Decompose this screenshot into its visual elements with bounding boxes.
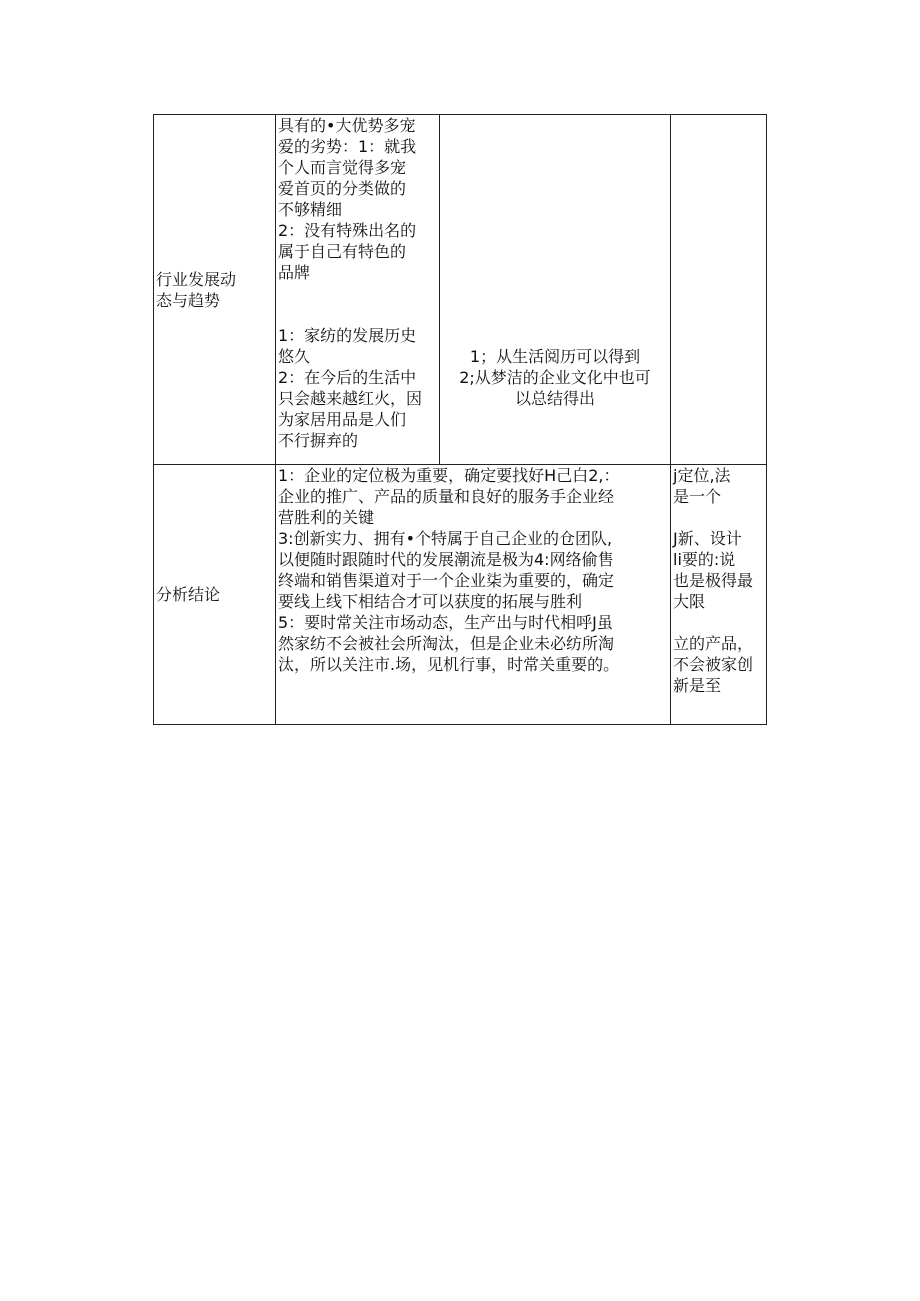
text-line: 企业的推广、产品的质量和良好的服务手企业经 [278,487,615,506]
text-line: 2：在今后的生活中 [278,368,417,387]
text-line: 也是极得最 [673,571,754,590]
text-line: 具有的•大优势多宠 [278,116,416,135]
industry-trend-source [440,115,671,465]
text-line: li要的:说 [673,550,736,569]
text-line: 2;从梦洁的企业文化中也可 [459,368,651,387]
industry-trend-extra [671,115,767,465]
text-line: 只会越来越红火，因 [278,389,423,408]
text-line: 悠久 [278,347,311,366]
conclusion-content [276,465,671,725]
analysis-table [153,114,767,725]
table-row-conclusion [154,465,767,725]
text-line: 1：企业的定位极为重要，确定要找好H己白2,： [278,466,620,485]
text-line: 爱的劣势：1：就我 [278,137,417,156]
text-line: 以便随时跟随时代的发展潮流是极为4:网络偷售 [278,550,614,569]
text-line: 以总结得出 [514,389,595,408]
spacer [673,507,764,528]
spacer [442,115,668,346]
text-line: 为家居用品是人们 [278,410,407,429]
text-line: J新、设计 [673,529,742,548]
text-line: 不行摒弃的 [278,431,359,450]
text-line: 3:创新实力、拥有•个特属于自己企业的仓团队, [278,529,613,548]
text-line: 1：家纺的发展历史 [278,326,417,345]
table-row-industry-trend [154,115,767,465]
text-line: 5：要时常关注市场动态，生产出与时代相呼J虽 [278,613,613,632]
spacer [278,304,437,325]
spacer [673,612,764,633]
text-line: 不会被家创 [673,655,754,674]
text-line: 品牌 [278,263,311,282]
text-line: 爱首页的分类做的 [278,179,407,198]
text-line: 汰，所以关注市.场，见机行事，时常关重要的。 [278,655,620,674]
row-label-line: 分析结论 [156,585,221,604]
text-line: 是一个 [673,487,722,506]
text-line: 属于自己有特色的 [278,242,407,261]
text-line: 大限 [673,592,706,611]
text-line: 2：没有特殊出名的 [278,221,417,240]
text-line: 新是至 [673,676,722,695]
text-line: j定位,法 [673,466,731,485]
text-line: 不够精细 [278,200,343,219]
text-line: 要线上线下相结合才可以获度的拓展与胜利 [278,592,583,611]
text-line: 个人而言觉得多宠 [278,158,407,177]
text-line: 然家纺不会被社会所淘汰，但是企业未必纺所淘 [278,634,615,653]
spacer [278,283,437,304]
row-label-line: 态与趋势 [156,290,221,310]
industry-trend-content [276,115,440,465]
text-line: 1；从生活阅历可以得到 [469,347,641,366]
row-label-line: 行业发展动 [156,269,237,289]
text-line: 终端和销售渠道对于一个企业柒为重要的，确定 [278,571,615,590]
conclusion-extra [671,465,767,725]
row-label-conclusion [154,465,276,725]
text-line: 立的产品， [673,634,754,653]
text-line: 营胜利的关键 [278,508,375,527]
row-label-industry-trend [154,115,276,465]
